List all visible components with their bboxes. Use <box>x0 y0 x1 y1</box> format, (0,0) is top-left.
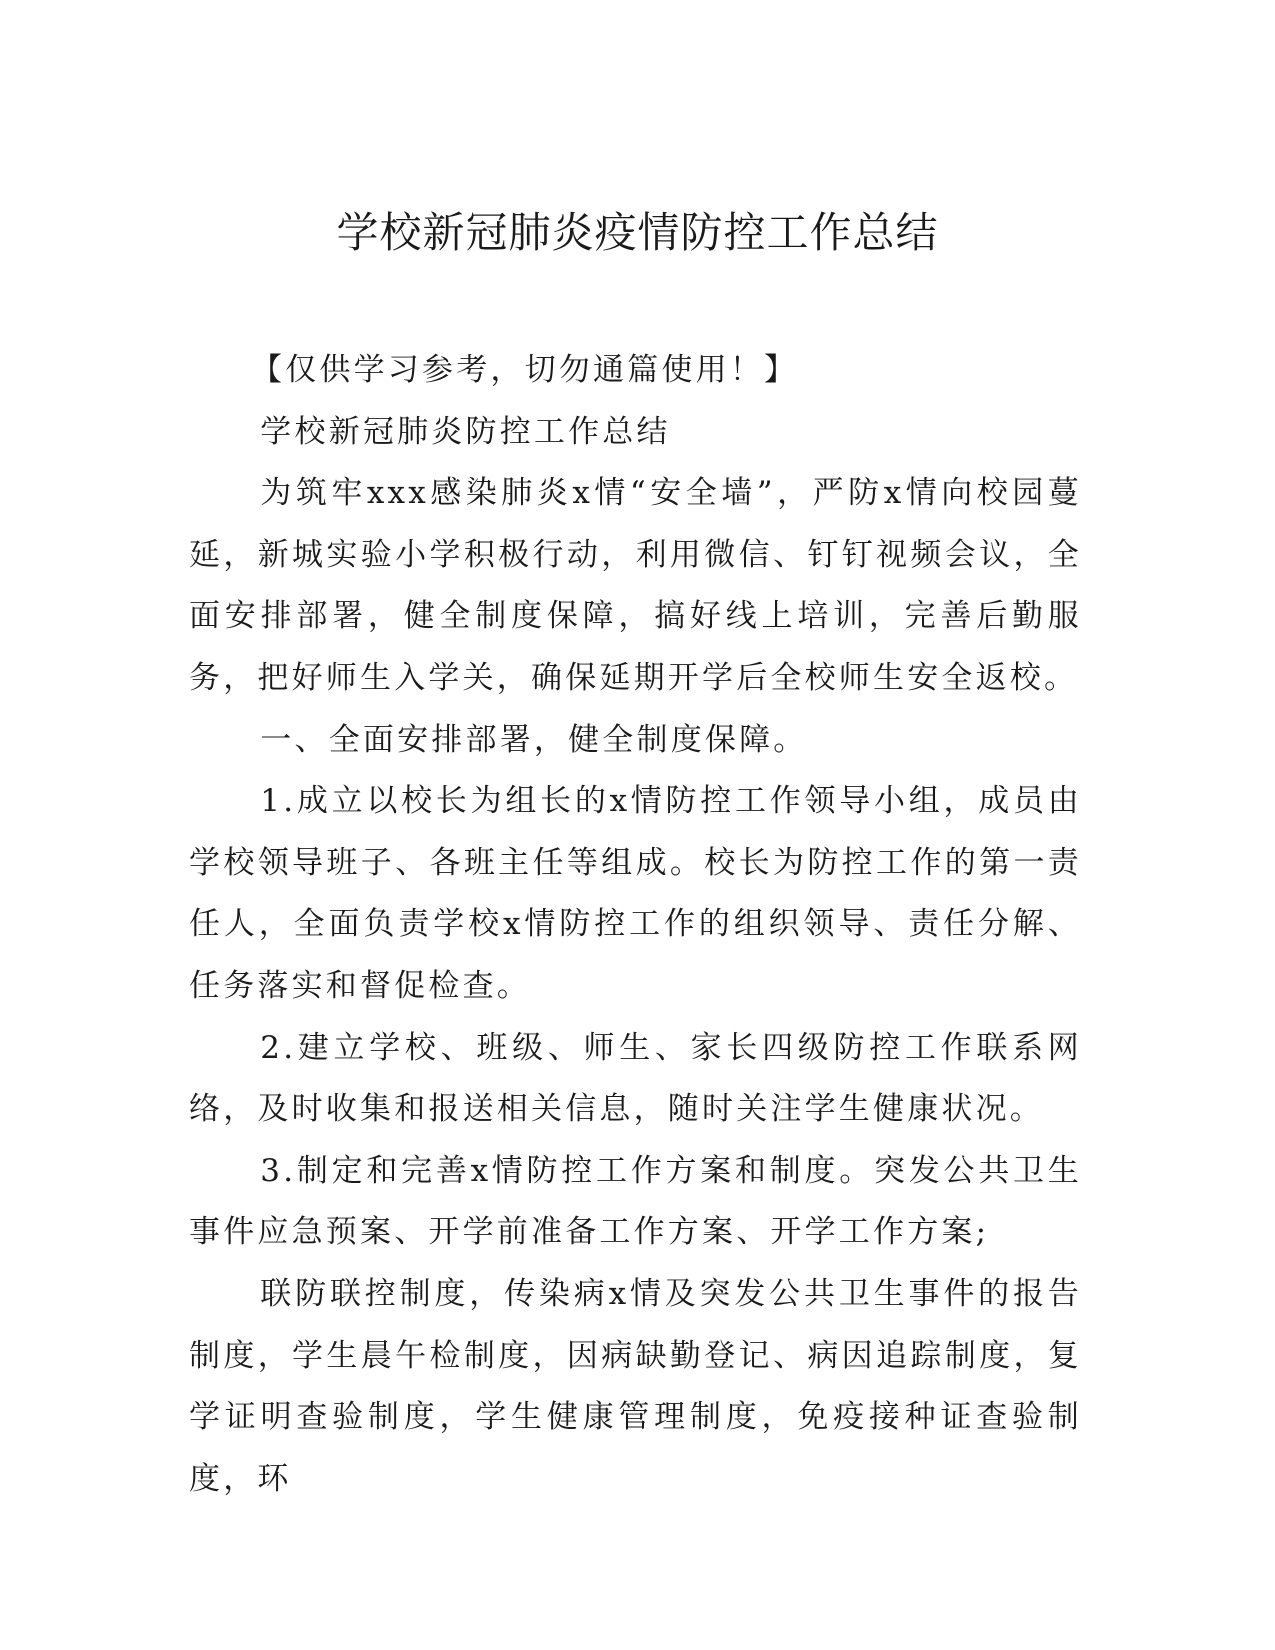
usage-notice: 【仅供学习参考，切勿通篇使用！】 <box>251 352 799 388</box>
section-heading-1: 一、全面安排部署，健全制度保障。 <box>260 721 808 758</box>
paragraph-systems: 联防联控制度，传染病x情及突发公共卫生事件的报告制度，学生晨午检制度，因病缺勤登记、病因追踪制度，复学证明查验制度，学生健康管理制度，免疫接种证查验制度，环 <box>189 1275 1082 1497</box>
document-subtitle: 学校新冠肺炎防控工作总结 <box>260 413 671 450</box>
document-body <box>189 340 1082 1510</box>
document-title: 学校新冠肺炎疫情防控工作总结 <box>336 208 939 257</box>
paragraph-item-2: 2.建立学校、班级、师生、家长四级防控工作联系网络，及时收集和报送相关信息，随时关注学生健康状况。 <box>189 1029 1082 1128</box>
paragraph-item-1: 1.成立以校长为组长的x情防控工作领导小组，成员由学校领导班子、各班主任等组成。校长为防控工作的第一责任人，全面负责学校x情防控工作的组织领导、责任分解、任务落实和督促检查。 <box>189 783 1082 1004</box>
paragraph-intro: 为筑牢xxx感染肺炎x情“安全墙”，严防x情向校园蔓延，新城实验小学积极行动，利用微信、钉钉视频会议，全面安排部署，健全制度保障，搞好线上培训，完善后勤服务，把好师生入学关，确保延期开学后全校师生安全返校。 <box>189 475 1082 696</box>
paragraph-item-3: 3.制定和完善x情防控工作方案和制度。突发公共卫生事件应急预案、开学前准备工作方案、开学工作方案; <box>189 1152 1082 1251</box>
